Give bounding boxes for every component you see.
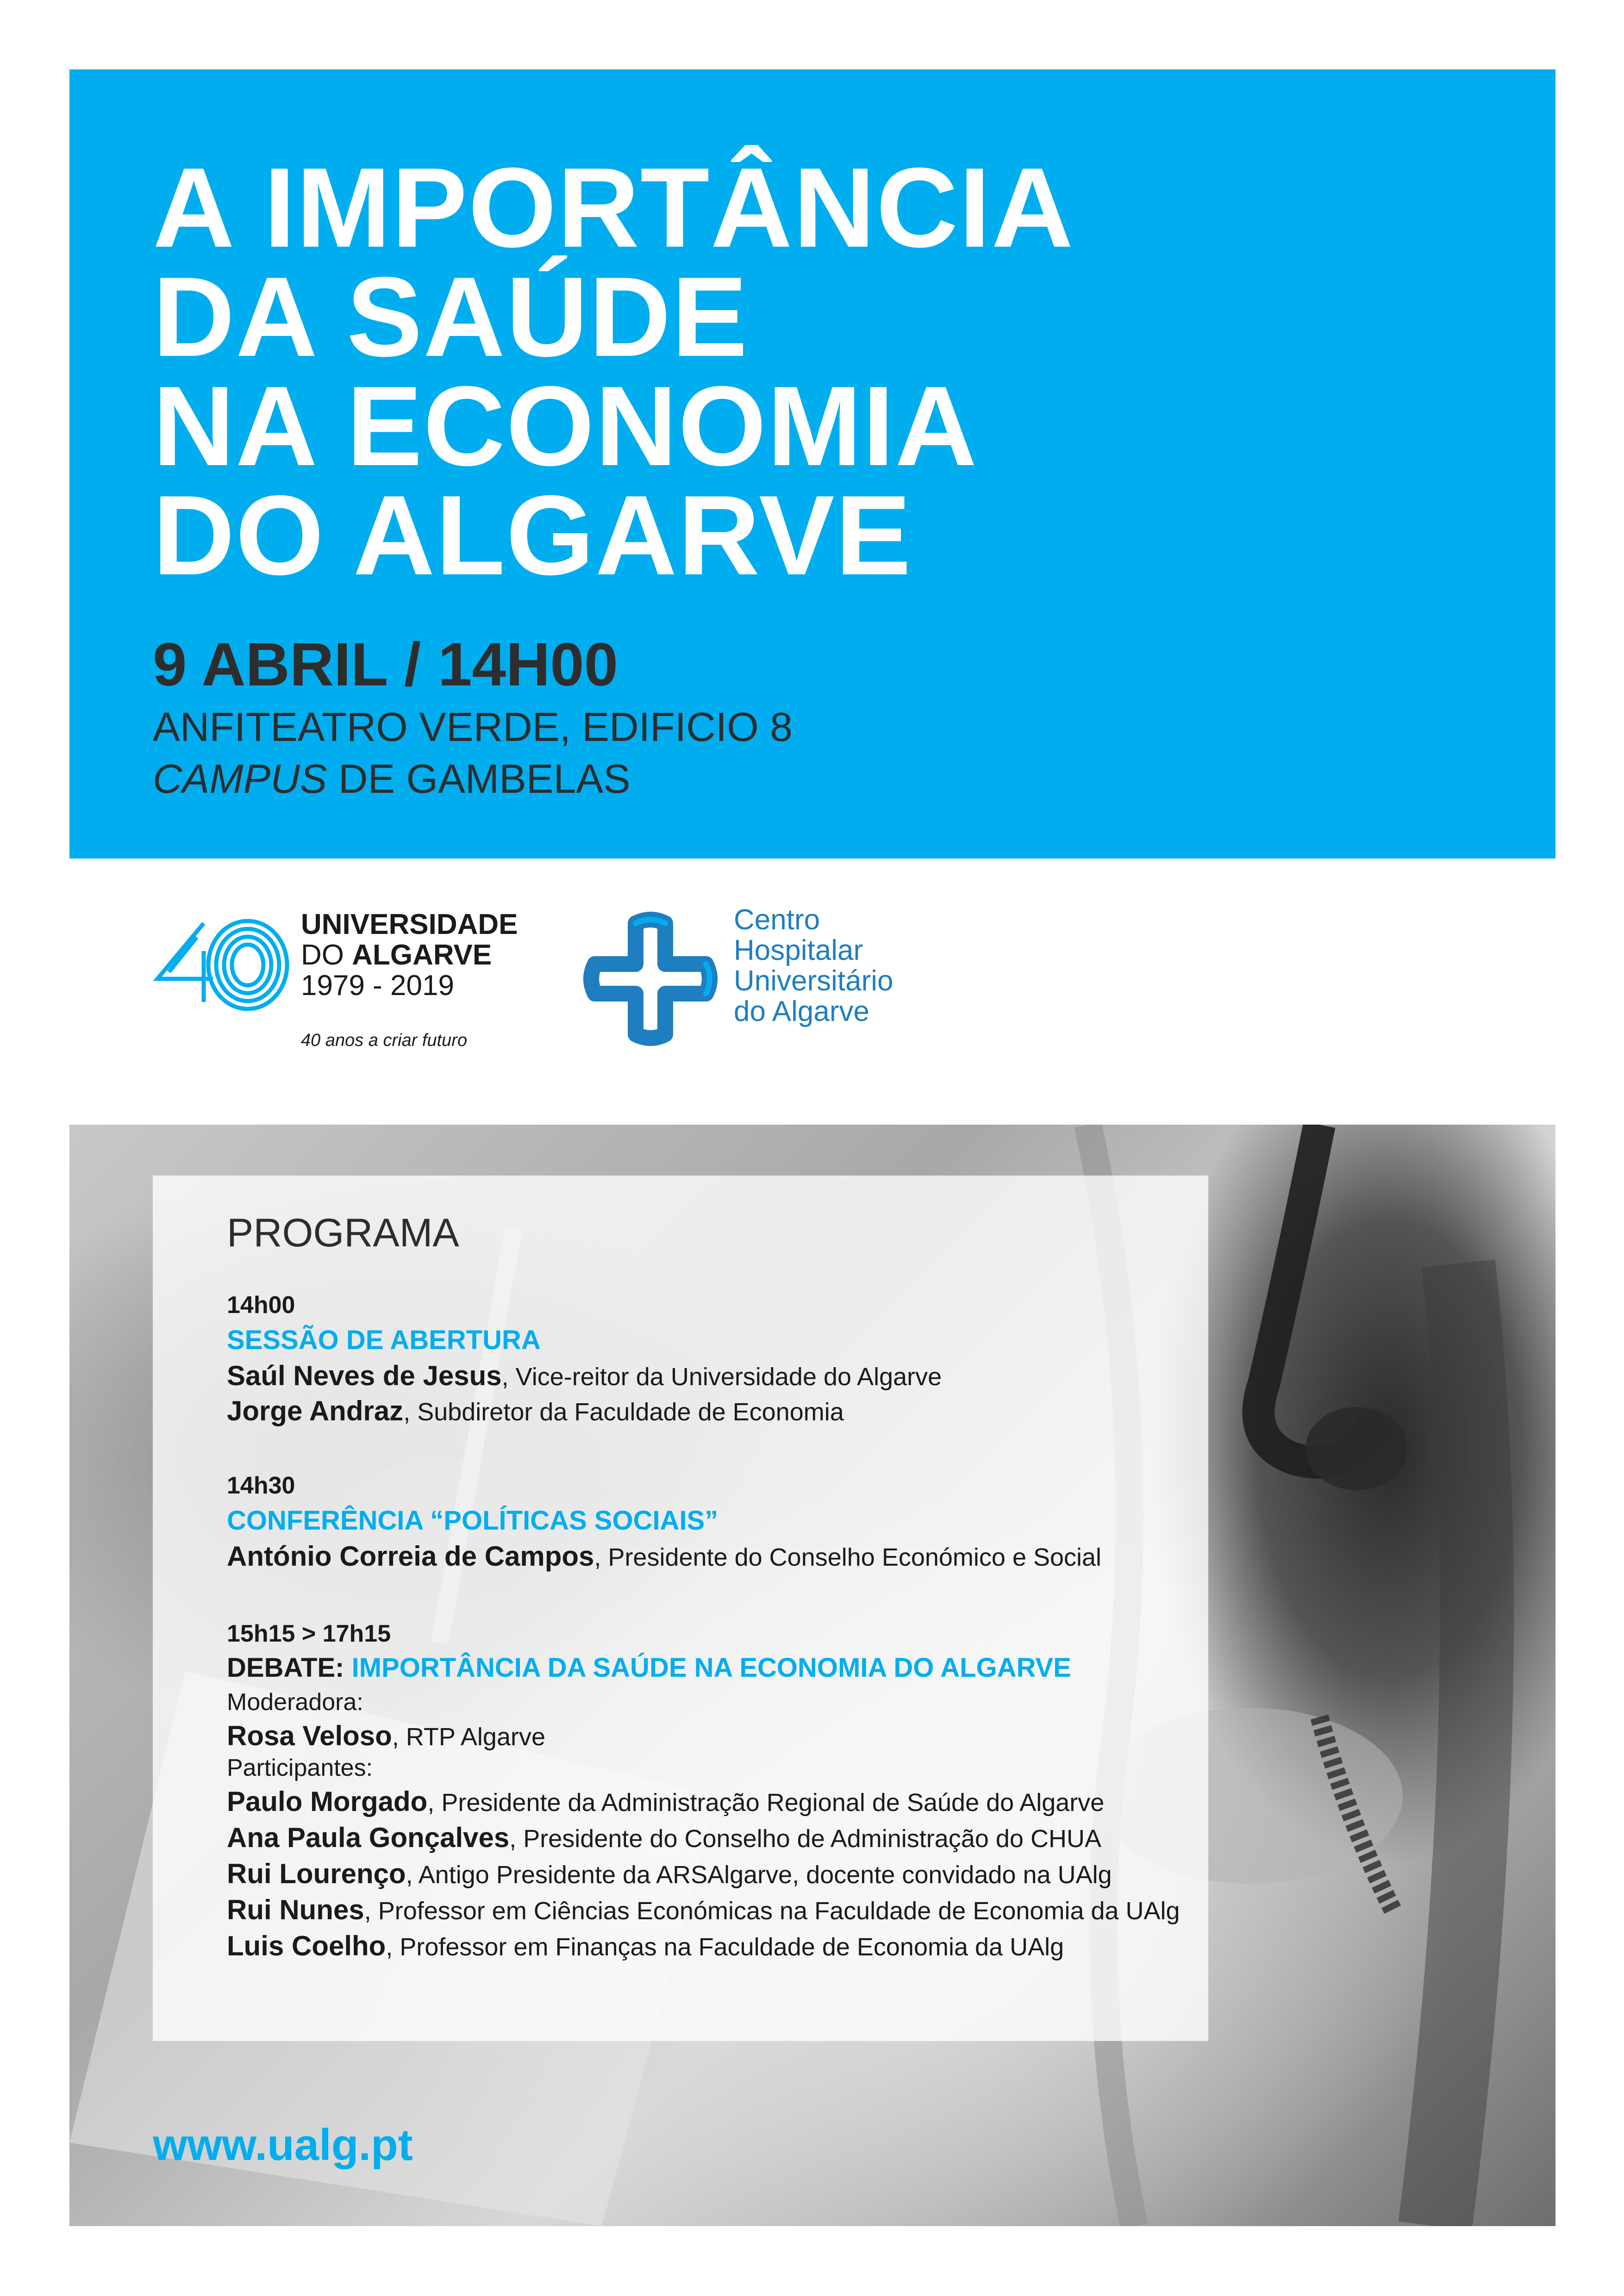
session-2-time: 14h30: [227, 1472, 295, 1499]
speaker-role: , Antigo Presidente da ARSAlgarve, docente convidado na UAlg: [406, 1861, 1112, 1889]
speaker-role: , RTP Algarve: [392, 1723, 545, 1751]
participant-row: [227, 1786, 1104, 1817]
speaker-name: Rui Nunes: [227, 1894, 364, 1925]
title-line-4: DO ALGARVE: [153, 472, 912, 598]
event-venue: [153, 701, 793, 805]
session-2-title: CONFERÊNCIA “POLÍTICAS SOCIAIS”: [227, 1506, 718, 1536]
session-3-title-text: IMPORTÂNCIA DA SAÚDE NA ECONOMIA DO ALGARVE: [351, 1653, 1071, 1683]
event-datetime: 9 ABRIL / 14H00: [153, 630, 618, 698]
speaker-role: , Presidente do Conselho de Administração do CHUA: [509, 1825, 1101, 1853]
speaker-name: Saúl Neves de Jesus: [227, 1360, 502, 1391]
venue-line-2-rest: DE GAMBELAS: [327, 756, 631, 802]
speaker-name: Jorge Andraz: [227, 1395, 404, 1426]
speaker-role: , Presidente do Conselho Económico e Social: [594, 1543, 1102, 1571]
session-1-time: 14h00: [227, 1292, 295, 1319]
chua-line-1: Centro: [734, 904, 820, 936]
chua-cross-icon: [581, 909, 720, 1048]
venue-campus-word: CAMPUS: [153, 756, 327, 802]
speaker-name: Paulo Morgado: [227, 1786, 428, 1817]
session-3-title: [227, 1652, 1071, 1683]
speaker-name: Luis Coelho: [227, 1930, 386, 1961]
speaker-row: [227, 1540, 1101, 1572]
ualg-40-emblem-icon: [148, 909, 296, 1020]
ualg-wordmark: [301, 909, 518, 1001]
speaker-role: , Vice-reitor da Universidade do Algarve: [501, 1363, 942, 1391]
session-3-title-lead: DEBATE:: [227, 1653, 352, 1683]
chua-line-2: Hospitalar: [734, 934, 863, 966]
ualg-line-2: [301, 940, 518, 971]
speaker-role: , Professor em Finanças na Faculdade de Economia da UAlg: [386, 1933, 1064, 1961]
chua-logo: [581, 905, 933, 1053]
speaker-name: António Correia de Campos: [227, 1541, 594, 1572]
ualg-line-1: UNIVERSIDADE: [301, 908, 518, 940]
chua-line-4: do Algarve: [734, 996, 869, 1027]
speaker-role: , Subdiretor da Faculdade de Economia: [403, 1398, 844, 1426]
participant-row: [227, 1858, 1112, 1890]
venue-line-2: [153, 753, 793, 805]
speaker-name: Ana Paula Gonçalves: [227, 1822, 510, 1853]
program-panel: [153, 1176, 1208, 2041]
ualg-years: 1979 - 2019: [301, 970, 454, 1002]
speaker-name: Rui Lourenço: [227, 1858, 406, 1889]
website-link[interactable]: www.ualg.pt: [153, 2120, 413, 2170]
venue-line-1: ANFITEATRO VERDE, EDIFICIO 8: [153, 704, 793, 750]
speaker-name: Rosa Veloso: [227, 1720, 392, 1751]
header-banner: [69, 69, 1555, 859]
moderator-row: [227, 1720, 545, 1752]
participant-row: [227, 1930, 1064, 1962]
ualg-logo: [148, 908, 518, 1058]
background-photo: [69, 1125, 1555, 2226]
speaker-row: [227, 1360, 942, 1392]
speaker-role: , Professor em Ciências Económicas na Faculdade de Economia da UAlg: [364, 1897, 1180, 1925]
title-line-2: DA SAÚDE: [153, 253, 749, 380]
ualg-line-2-bold: ALGARVE: [352, 939, 492, 971]
participant-row: [227, 1894, 1180, 1926]
participants-label: Participantes:: [227, 1755, 373, 1781]
participant-row: [227, 1822, 1101, 1854]
session-1-title: SESSÃO DE ABERTURA: [227, 1325, 541, 1355]
session-3-time: 15h15 > 17h15: [227, 1620, 391, 1647]
chua-wordmark: [734, 905, 893, 1027]
chua-line-3: Universitário: [734, 965, 893, 997]
moderator-label: Moderadora:: [227, 1689, 363, 1716]
program-heading: PROGRAMA: [227, 1211, 459, 1255]
speaker-role: , Presidente da Administração Regional de Saúde do Algarve: [427, 1789, 1105, 1817]
title-line-3: NA ECONOMIA: [153, 362, 978, 489]
speaker-row: [227, 1395, 844, 1427]
ualg-line-2-prefix: DO: [301, 939, 352, 971]
event-title: [153, 144, 1074, 598]
title-line-1: A IMPORTÂNCIA: [153, 144, 1074, 271]
ualg-tagline: 40 anos a criar futuro: [301, 1031, 468, 1050]
